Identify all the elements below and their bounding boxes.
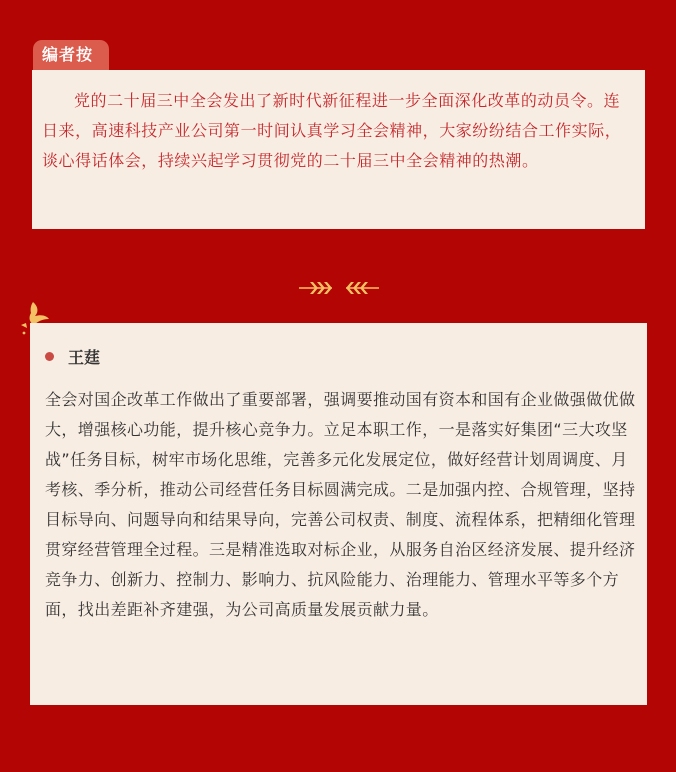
bullet-icon	[45, 352, 54, 361]
profile-text: 全会对国企改革工作做出了重要部署，强调要推动国有资本和国有企业做强做优做大，增强核心功能，提升核心竞争力。立足本职工作，一是落实好集团“三大攻坚战”任务目标，树牢市场化思维，完善多元化发展定位，做好经营计划周调度、月考核、季分析，推动公司经营任务目标圆满完成。二是加强内控、合规管理，坚持目标导向、问题导向和结果导向，完善公司权责、制度、流程体系，把精细化管理贯穿经营管理全过程。三是精准选取对标企业，从服务自治区经济发展、提升经济竞争力、创新力、控制力、影响力、抗风险能力、治理能力、管理水平等多个方面，找出差距补齐建强，为公司高质量发展贡献力量。	[45, 390, 636, 619]
person-name: 王莛	[68, 347, 101, 367]
profile-header	[45, 343, 637, 369]
editor-note-card	[32, 70, 645, 229]
profile-card	[30, 323, 647, 705]
wheat-ear-divider-icon	[297, 279, 381, 297]
editor-note-label: 编者按	[33, 40, 109, 70]
editor-note-text: 党的二十届三中全会发出了新时代新征程进一步全面深化改革的动员令。连日来，高速科技产业公司第一时间认真学习全会精神，大家纷纷结合工作实际，谈心得话体会，持续兴起学习贯彻党的二十届三中全会精神的热潮。	[42, 91, 622, 170]
